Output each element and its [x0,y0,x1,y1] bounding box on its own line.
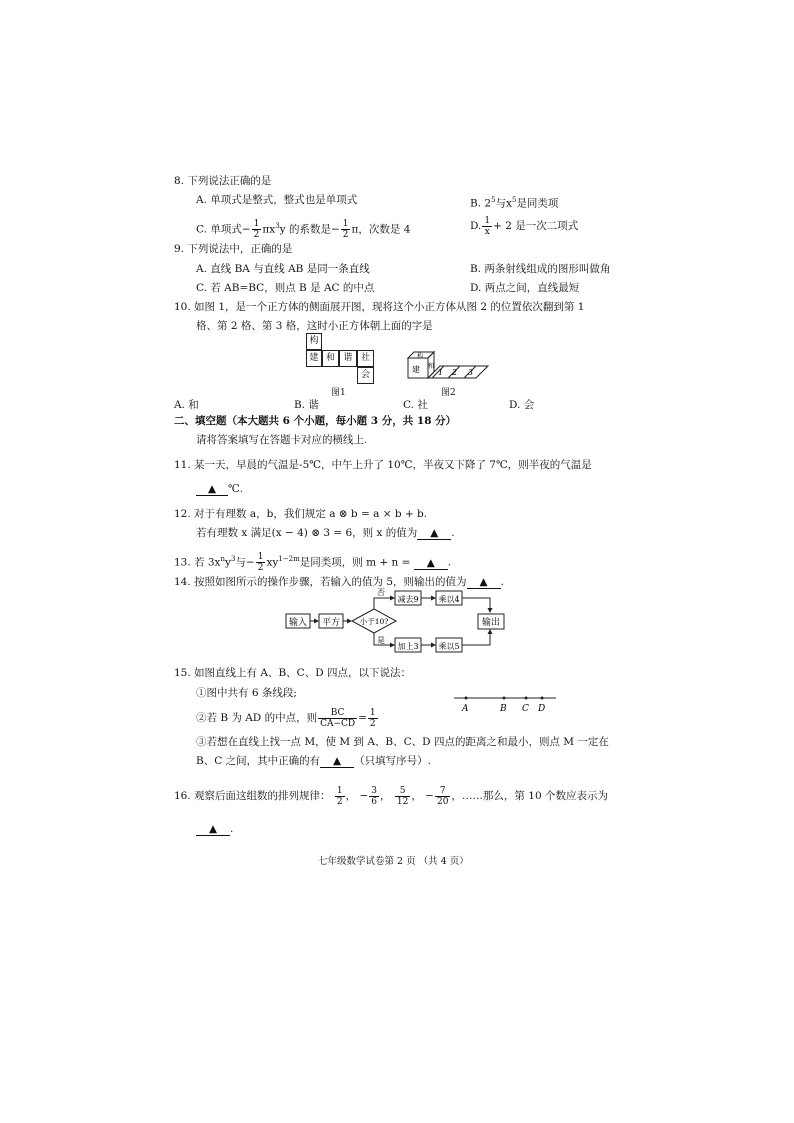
q10-option-b: B. 谐 [294,399,319,411]
flow-output-box: 输出 [481,618,501,628]
q8-option-c: C. 单项式− $\frac{1}{2}$ $\pi x^3y$ 的系数是− $\frac{1}{2}$ π，次数是 4 [196,219,411,240]
q10-stem-line1: 10. 如图 1，是一个正方体的侧面展开图，现将这个小正方体从图 2 的位置依次翻到第 1 [174,301,585,313]
flow-subtract-box: 减去9 [397,595,419,604]
net-cell-top: 构 [306,333,322,350]
q15-stem: 15. 如图直线上有 A、B、C、D 四点，以下说法： [174,667,411,679]
net-cell: 谐 [339,350,357,367]
q16-stem: 16. 观察后面这组数的排列规律： $\frac{1}{2}$ ， − $\frac{3}{6}$ ， $\frac{5}{12}$ ， − $\frac{7}{20}$ ，……那么，第 10 个数应表示为 [174,785,608,807]
q8-option-d: D. $\frac{1}{x}$ + 2 是一次二项式 [470,215,579,237]
net-cell: 社 [357,350,374,367]
q15-number-line [452,690,558,716]
q10-option-c: C. 社 [403,399,428,411]
section-note: 请将答案填写在答题卡对应的横线上. [196,434,368,446]
flow-no-label: 否 [377,588,385,597]
section-title: 二、填空题（本大题共 6 个小题，每小题 3 分，共 18 分） [174,415,457,427]
cube-roll-figure [404,346,496,382]
q10-option-a: A. 和 [174,399,199,411]
net-cell-bottom: 会 [357,367,374,384]
point-b-label: B [500,704,507,714]
flow-multiply4-box: 乘以4 [438,595,460,604]
flow-condition: 小于10? [359,617,389,626]
path-cell-label: 2 [452,368,458,377]
q11-blank[interactable]: ▲ [196,483,228,496]
flow-input-box: 输入 [288,618,308,628]
point-d-label: D [538,704,546,714]
net-cell: 建 [306,350,322,367]
q9-option-d: D. 两点之间，直线最短 [470,282,580,294]
point-c-label: C [522,704,529,714]
q8-stem: 8. 下列说法正确的是 [174,175,272,187]
figure-2-caption: 图2 [441,388,456,398]
q14-blank[interactable]: ▲ [467,576,501,589]
point-a-label: A [462,704,469,714]
q15-statement-3-line2: B、C 之间，其中正确的有 ▲ （只填写序号）. [196,755,431,767]
q9-stem: 9. 下列说法中，正确的是 [174,243,293,255]
q16-answer: ▲ . [196,822,233,836]
q8-option-a: A. 单项式是整式，整式也是单项式 [196,194,358,206]
q13-blank[interactable]: ▲ [414,557,448,570]
figure-1-caption: 图1 [331,388,346,398]
q9-option-b: B. 两条射线组成的图形叫做角 [470,263,611,275]
q8-option-b: B. $2^5$与$x^5$是同类项 [470,196,559,210]
q11-stem: 11. 某一天，早晨的气温是-5℃，中午上升了 10℃，半夜又下降了 7℃，则半夜的气温是 [174,459,592,471]
path-cell-label: 1 [438,368,444,377]
q16-blank[interactable]: ▲ [196,823,230,836]
flow-multiply5-box: 乘以5 [438,642,460,651]
flow-square-box: 平方 [321,618,341,628]
cube-side-label: 和 [428,363,435,370]
q9-option-c: C. 若 AB=BC，则点 B 是 AC 的中点 [196,282,375,294]
cube-front-label: 建 [412,365,420,374]
q12-line2: 若有理数 x 满足(x − 4) ⊗ 3 = 6，则 x 的值为 ▲ . [196,527,455,539]
q15-statement-3-line1: ③若想在直线上找一点 M，使 M 到 A、B、C、D 四点的距离之和最小，则点 M 一定在 [196,736,609,748]
q9-option-a: A. 直线 BA 与直线 AB 是同一条直线 [196,263,370,275]
q15-blank[interactable]: ▲ [320,755,354,768]
q15-statement-2: ②若 B 为 AD 的中点，则 $\frac{BC}{CA-CD}$ = $\frac{1}{2}$ [196,707,376,729]
path-cell-label: 3 [468,368,474,377]
q10-option-d: D. 会 [509,399,535,411]
q14-stem: 14. 按照如图所示的操作步骤，若输入的值为 5，则输出的值为 ▲ . [174,576,504,588]
q10-stem-line2: 格、第 2 格、第 3 格，这时小正方体朝上面的字是 [196,320,433,332]
q13-stem: 13. 若 $3x^ny^3$与− $\frac{1}{2}$ $xy^{1-2m}$是同类项，则 m + n = ▲ . [174,552,452,573]
page-footer: 七年级数学试卷第 2 页 （共 4 页） [318,856,469,867]
q15-statement-1: ①图中共有 6 条线段; [196,687,297,699]
q14-flowchart [284,588,510,656]
q12-blank[interactable]: ▲ [417,527,451,540]
flow-yes-label: 是 [377,636,385,645]
q11-answer: ▲ ℃. [196,482,243,496]
cube-top-label: 构 [417,353,424,360]
net-cell: 和 [322,350,339,367]
q12-line1: 12. 对于有理数 a，b，我们规定 a ⊗ b = a × b + b. [174,508,428,520]
flow-add-box: 加上3 [397,642,419,651]
